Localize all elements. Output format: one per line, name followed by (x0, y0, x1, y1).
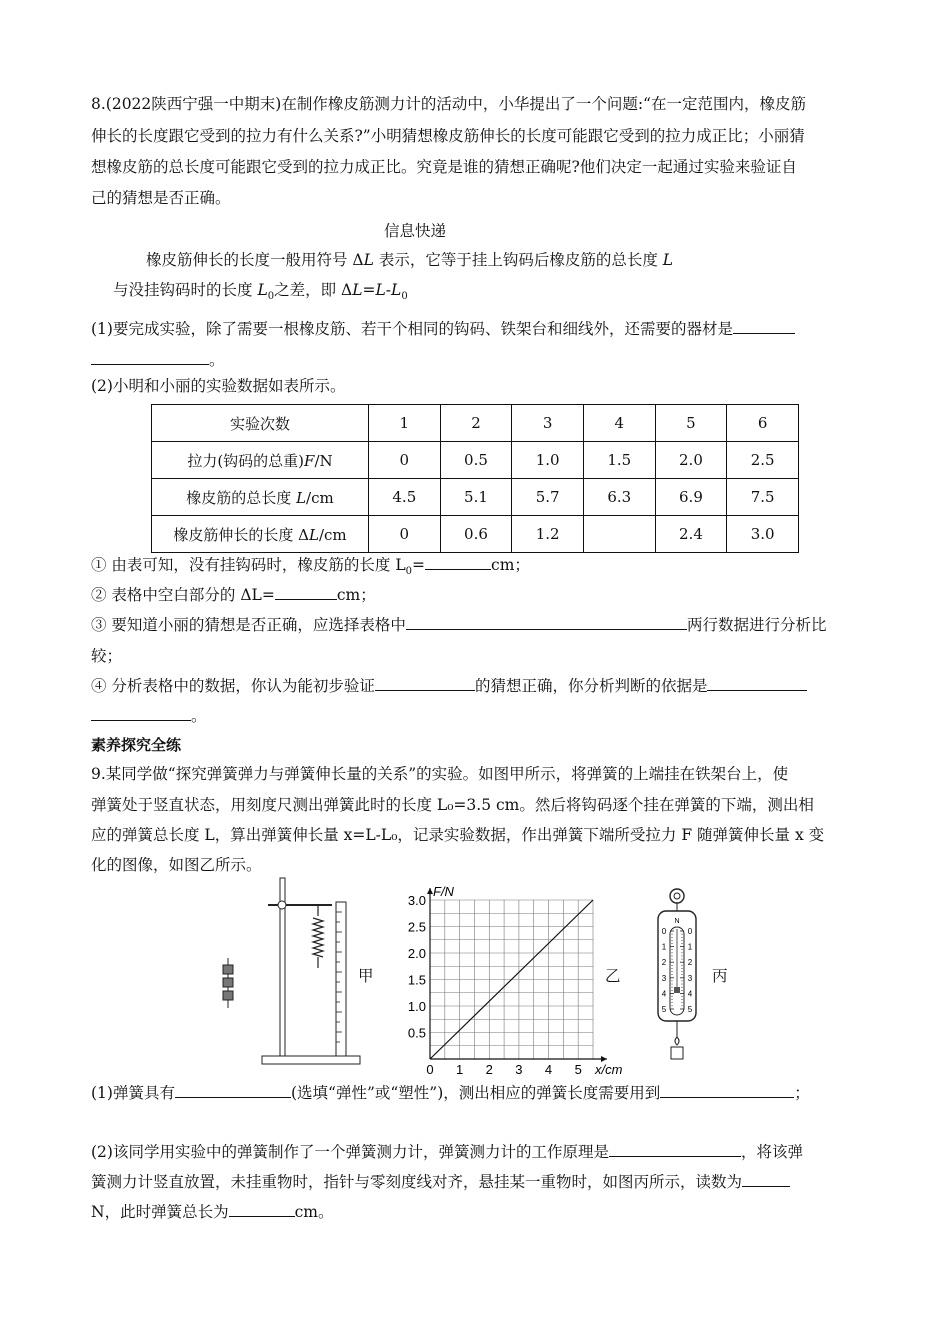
q8-sub-1: ① 由表可知，没有挂钩码时，橡皮筋的长度 $L_0=$ cm； (91, 553, 530, 577)
answer-blank-1a[interactable] (733, 317, 795, 334)
table-cell: 2.5 (727, 442, 799, 479)
x-tick-label: 1 (456, 1062, 464, 1077)
clamp-knob (278, 901, 286, 909)
q9-line-1: 9.某同学做“探究弹簧弹力与弹簧伸长量的关系”的实验。如图甲所示，将弹簧的上端挂在铁架台上，使 (91, 765, 789, 783)
scale-tick-label-right: 0 (687, 927, 693, 936)
y-tick-label: 2.0 (407, 946, 426, 961)
table-cell: 1.2 (512, 516, 584, 553)
q8-sub-2: ② 表格中空白部分的 ΔL= cm； (91, 583, 376, 605)
table-row (152, 405, 799, 442)
scale-unit-label: N (674, 918, 680, 925)
table-cell: 0.6 (440, 516, 512, 553)
row-label-extension: 橡皮筋伸长的长度 ΔL/cm (152, 516, 369, 553)
table-cell: 2.4 (655, 516, 727, 553)
scale-tick-label-left: 3 (661, 973, 667, 983)
q8-line-3: 想橡皮筋的总长度可能跟它受到的拉力成正比。究竟是谁的猜想正确呢?他们决定一起通过实验来验证自 (91, 158, 797, 176)
answer-blank-9-1b[interactable] (660, 1081, 794, 1098)
table-cell: 3.0 (727, 516, 799, 553)
answer-blank-s1[interactable] (425, 553, 491, 570)
row-label-force: 拉力(钩码的总重)F/N (152, 442, 369, 479)
table-header-label: 实验次数 (152, 405, 369, 442)
x-tick-label: 5 (574, 1062, 582, 1077)
q8-sub-3: ③ 要知道小丽的猜想是否正确，应选择表格中 两行数据进行分析比 (91, 613, 826, 635)
table-cell: 1.5 (583, 442, 655, 479)
answer-blank-9-2c[interactable] (229, 1200, 295, 1217)
answer-blank-9-1a[interactable] (175, 1081, 291, 1098)
q8-line-1: 8.(2022陕西宁强一中期末)在制作橡皮筋测力计的活动中，小华提出了一个问题:“在一定范围内，橡皮筋 (91, 95, 806, 113)
q8-sub-4: ④ 分析表格中的数据，你认为能初步验证 的猜想正确，你分析判断的依据是 (91, 674, 807, 696)
x-axis-label: x/cm (595, 1062, 623, 1077)
table-header-cell: 3 (512, 405, 584, 442)
q9-part-2: (2)该同学用实验中的弹簧制作了一个弹簧测力计，弹簧测力计的工作原理是 ，将该弹 (91, 1140, 803, 1162)
answer-blank-9-2b[interactable] (742, 1170, 790, 1187)
table-row (152, 479, 799, 516)
scale-tick-label-left: 4 (661, 989, 667, 999)
table-cell: 0 (369, 442, 441, 479)
table-cell-blank[interactable] (583, 516, 655, 553)
q8-part-2: (2)小明和小丽的实验数据如表所示。 (91, 377, 346, 395)
q9-part-2-cont: 簧测力计竖直放置，未挂重物时，指针与零刻度线对齐，悬挂某一重物时，如图丙所示，读数为 (91, 1170, 790, 1192)
table-header-cell: 6 (727, 405, 799, 442)
y-tick-label: 1.5 (407, 972, 426, 988)
answer-blank-1b[interactable] (91, 348, 209, 365)
q9-part-1: (1)弹簧具有 (选填“弹性”或“塑性”)，测出相应的弹簧长度需要用到 ； (91, 1081, 810, 1103)
experiment-data-table (151, 404, 799, 553)
figure-label-jia: 甲 (358, 967, 374, 985)
y-tick-label: 3.0 (407, 893, 426, 908)
scale-pointer (674, 987, 680, 993)
answer-blank-s4a[interactable] (375, 674, 475, 691)
table-cell: 1.0 (512, 442, 584, 479)
q8-part-1-cont: 。 (91, 348, 225, 370)
table-row (152, 516, 799, 553)
y-tick-label: 1.0 (407, 999, 426, 1014)
ruler-icon (336, 902, 346, 1056)
q9-part-2-cont2: N，此时弹簧总长为 cm。 (91, 1200, 333, 1222)
row-label-length: 橡皮筋的总长度 L/cm (152, 479, 369, 516)
answer-blank-s3[interactable] (406, 613, 687, 630)
y-axis-label: F/N (433, 884, 454, 899)
spring-icon (313, 905, 323, 968)
y-tick-label: 0.5 (407, 1025, 426, 1041)
q8-sub-3-cont: 较； (91, 647, 123, 665)
q9-line-2: 弹簧处于竖直状态，用刻度尺测出弹簧此时的长度 L₀=3.5 cm。然后将钩码逐个挂在弹簧的下端，测出相 (91, 796, 814, 814)
q8-part-1: (1)要完成实验，除了需要一根橡皮筋、若干个相同的钩码、铁架台和细线外，还需要的器材是 (91, 317, 795, 339)
q9-line-3: 应的弹簧总长度 L，算出弹簧伸长量 x=L-L₀，记录实验数据，作出弹簧下端所受拉力 F 随弹簧伸长量 x 变 (91, 826, 825, 844)
answer-blank-s2[interactable] (275, 583, 337, 600)
figure-bing-spring-scale (652, 887, 708, 1067)
table-header-cell: 4 (583, 405, 655, 442)
table-row (152, 442, 799, 479)
figure-jia-iron-stand (212, 872, 372, 1068)
table-cell: 0.5 (440, 442, 512, 479)
table-header-cell: 1 (369, 405, 441, 442)
y-tick-label: 2.5 (407, 919, 426, 935)
figure-label-bing: 丙 (712, 967, 728, 985)
scale-tick-label-right: 1 (687, 942, 693, 952)
table-cell: 6.3 (583, 479, 655, 516)
stand-base (262, 1056, 360, 1064)
table-cell: 0 (369, 516, 441, 553)
figure-yi-fx-chart (392, 875, 623, 1077)
section-title: 素养探究全练 (91, 736, 182, 754)
scale-tick-label-right: 3 (687, 973, 693, 983)
info-box-line-1: 橡皮筋伸长的长度一般用符号 ΔL 表示，它等于挂上钩码后橡皮筋的总长度 L (146, 251, 674, 269)
info-box-title: 信息快递 (384, 222, 447, 240)
hook-weights-icon (223, 958, 233, 1008)
figure-label-yi: 乙 (605, 967, 621, 985)
q8-sub-4-cont: 。 (91, 704, 207, 726)
scale-tick-label-left: 0 (661, 927, 667, 936)
answer-blank-s4c[interactable] (91, 704, 191, 721)
table-header-cell: 2 (440, 405, 512, 442)
table-cell: 2.0 (655, 442, 727, 479)
q8-line-4: 己的猜想是否正确。 (91, 189, 231, 207)
x-tick-label: 4 (544, 1062, 553, 1077)
q9-line-4: 化的图像，如图乙所示。 (91, 856, 262, 874)
scale-tick-label-left: 1 (661, 942, 667, 952)
table-header-cell: 5 (655, 405, 727, 442)
q8-line-2: 伸长的长度跟它受到的拉力有什么关系?”小明猜想橡皮筋伸长的长度可能跟它受到的拉力成正比；小丽猜 (91, 127, 805, 145)
x-tick-label: 0 (426, 1062, 434, 1077)
info-box-line-2: 与没挂钩码时的长度 $L_0$之差，即 $\Delta L=L-L_0$ (113, 281, 408, 303)
scale-tick-label-right: 5 (687, 1005, 693, 1014)
table-cell: 4.5 (369, 479, 441, 516)
scale-tick-label-left: 5 (661, 1005, 667, 1014)
scale-tick-label-left: 2 (661, 958, 667, 968)
scale-tick-label-right: 4 (687, 989, 693, 999)
table-cell: 7.5 (727, 479, 799, 516)
scale-weight-icon (671, 1047, 683, 1059)
table-cell: 5.1 (440, 479, 512, 516)
table-cell: 6.9 (655, 479, 727, 516)
x-tick-label: 3 (515, 1062, 523, 1077)
scale-tick-label-right: 2 (687, 958, 693, 968)
x-tick-label: 2 (485, 1062, 493, 1077)
table-cell: 5.7 (512, 479, 584, 516)
answer-blank-s4b[interactable] (707, 674, 807, 691)
answer-blank-9-2a[interactable] (609, 1140, 741, 1157)
